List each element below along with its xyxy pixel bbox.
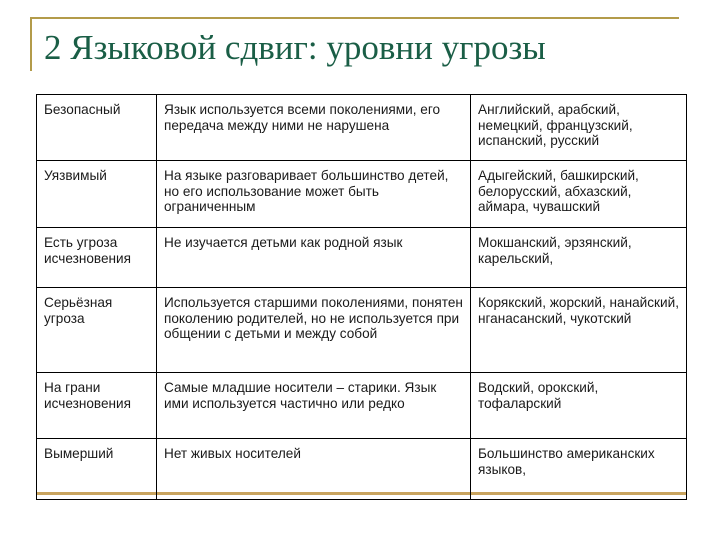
table-row: [37, 373, 687, 439]
description-cell: Используется старшими поколениями, понятен поколению родителей, но не используется при общении с детьми и между собой: [157, 288, 471, 373]
threat-level-cell: Вымерший: [37, 439, 157, 500]
threat-level-cell: Безопасный: [37, 95, 157, 161]
table-row: [37, 228, 687, 288]
description-cell: Нет живых носителей: [157, 439, 471, 500]
examples-cell: Английский, арабский, немецкий, французский, испанский, русский: [471, 95, 687, 161]
examples-cell: Большинство американских языков,: [471, 439, 687, 500]
description-cell: Самые младшие носители – старики. Язык ими используется частично или редко: [157, 373, 471, 439]
description-cell: На языке разговаривает большинство детей, но его использование может быть ограниченным: [157, 161, 471, 228]
slide-title: 2 Языковой сдвиг: уровни угрозы: [44, 28, 546, 67]
examples-cell: Корякский, жорский, нанайский, нганасанский, чукотский: [471, 288, 687, 373]
table-row: [37, 161, 687, 228]
table-row: [37, 95, 687, 161]
description-cell: Язык используется всеми поколениями, его передача между ними не нарушена: [157, 95, 471, 161]
title-accent-rule-left: [30, 17, 32, 71]
examples-cell: Мокшанский, эрзянский, карельский,: [471, 228, 687, 288]
description-cell: Не изучается детьми как родной язык: [157, 228, 471, 288]
threat-level-cell: Серьёзная угроза: [37, 288, 157, 373]
threat-level-cell: Уязвимый: [37, 161, 157, 228]
examples-cell: Адыгейский, башкирский, белорусский, абхазский, аймара, чувашский: [471, 161, 687, 228]
threat-level-cell: Есть угроза исчезновения: [37, 228, 157, 288]
threat-levels-table: [36, 94, 687, 500]
table-row: [37, 288, 687, 373]
title-accent-rule-top: [30, 17, 679, 19]
examples-cell: Водский, орокский, тофаларский: [471, 373, 687, 439]
table-row: [37, 439, 687, 500]
threat-level-cell: На грани исчезновения: [37, 373, 157, 439]
